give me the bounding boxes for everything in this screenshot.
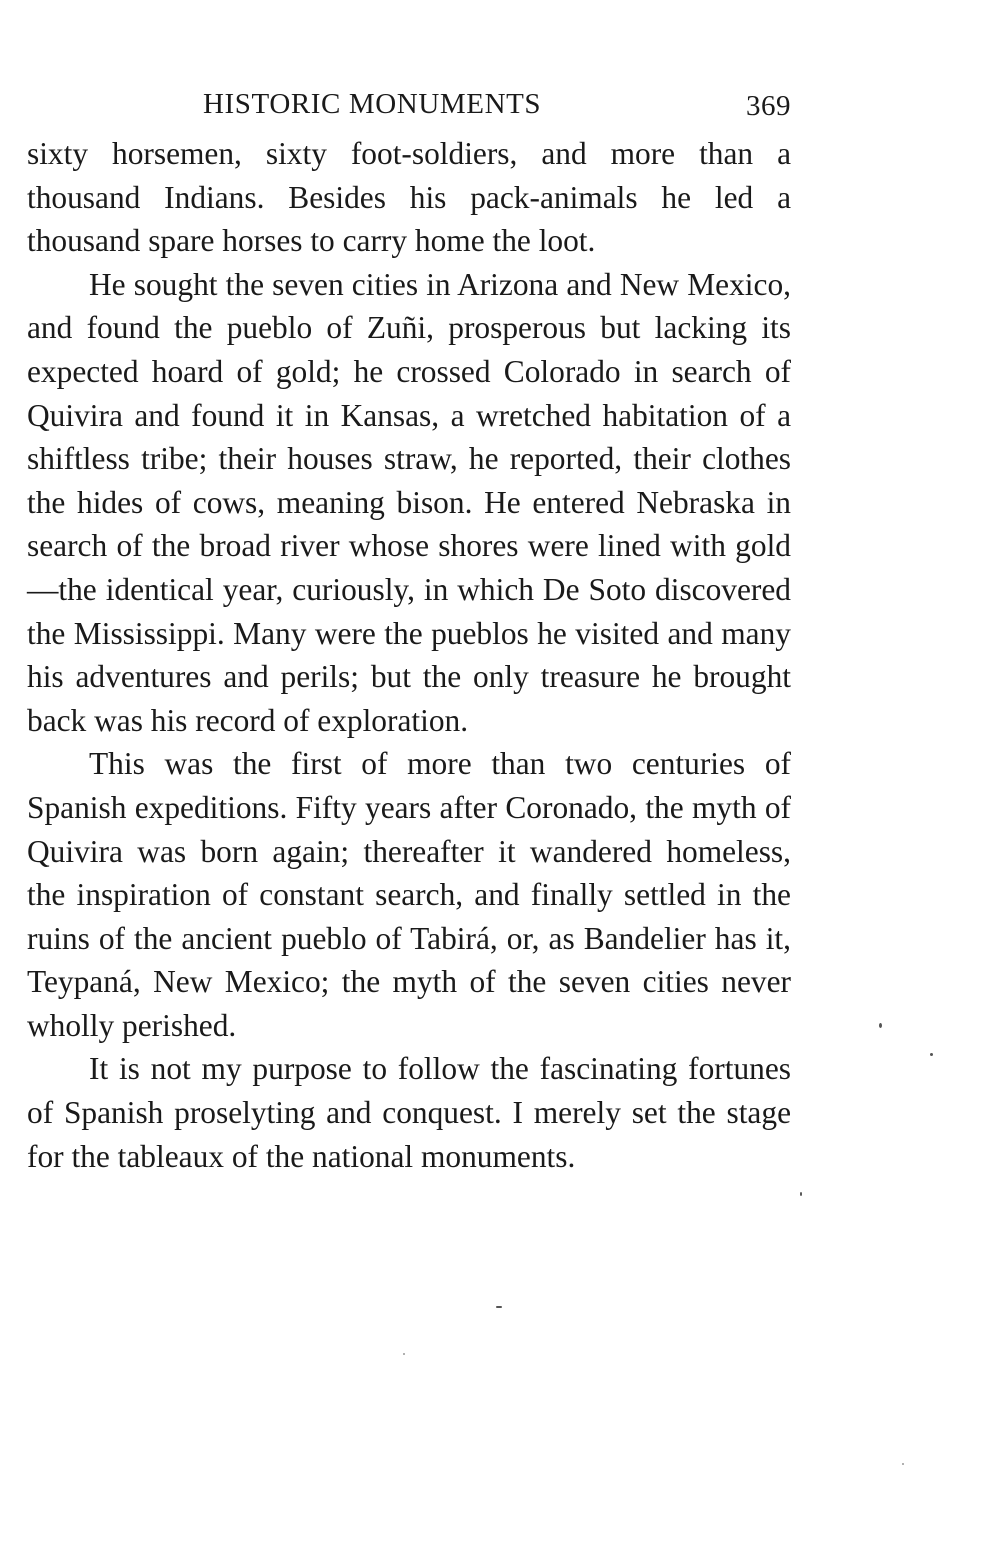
paragraph: He sought the seven cities in Arizona and New Mexico, and found the pueblo of Zuñi, prosperous but lacking its expected hoard of gold; he crossed Colorado in search of Quivira and found it in Kansas, a wretched habitation of a shiftless tribe; their houses straw, he reported, their clothes the hides of cows, meaning bison. He entered Nebraska in search of the broad river whose shores were lined with gold—the identical year, curiously, in which De Soto discovered the Mississippi. Many were the pueblos he visited and many his adventures and perils; but the only treasure he brought back was his record of exploration. — [27, 266, 791, 738]
scan-speck — [496, 1306, 502, 1308]
running-title: HISTORIC MONUMENTS — [203, 88, 542, 120]
scan-speck — [930, 1053, 933, 1056]
scan-speck — [403, 1353, 405, 1355]
paragraph-continued: sixty horsemen, sixty foot-soldiers, and more than a thousand Indians. Besides his pack-animals he led a thousand spare horses to carry home the loot. — [27, 136, 791, 259]
paragraph: It is not my purpose to follow the fascinating fortunes of Spanish proselyting and conquest. I merely set the stage for the tableaux of the national monuments. — [27, 1051, 791, 1174]
running-head — [27, 80, 791, 132]
page-number: 369 — [746, 90, 791, 122]
scan-speck — [902, 1463, 904, 1465]
scan-speck — [879, 1023, 882, 1028]
scan-speck — [800, 1192, 802, 1196]
body-text — [27, 132, 791, 1178]
paragraph: This was the first of more than two centuries of Spanish expeditions. Fifty years after Coronado, the myth of Quivira was born again; thereafter it wandered homeless, the inspiration of constant search, and finally settled in the ruins of the ancient pueblo of Tabirá, or, as Bandelier has it, Teypaná, New Mexico; the myth of the seven cities never wholly perished. — [27, 746, 791, 1043]
page-content — [27, 80, 791, 1178]
